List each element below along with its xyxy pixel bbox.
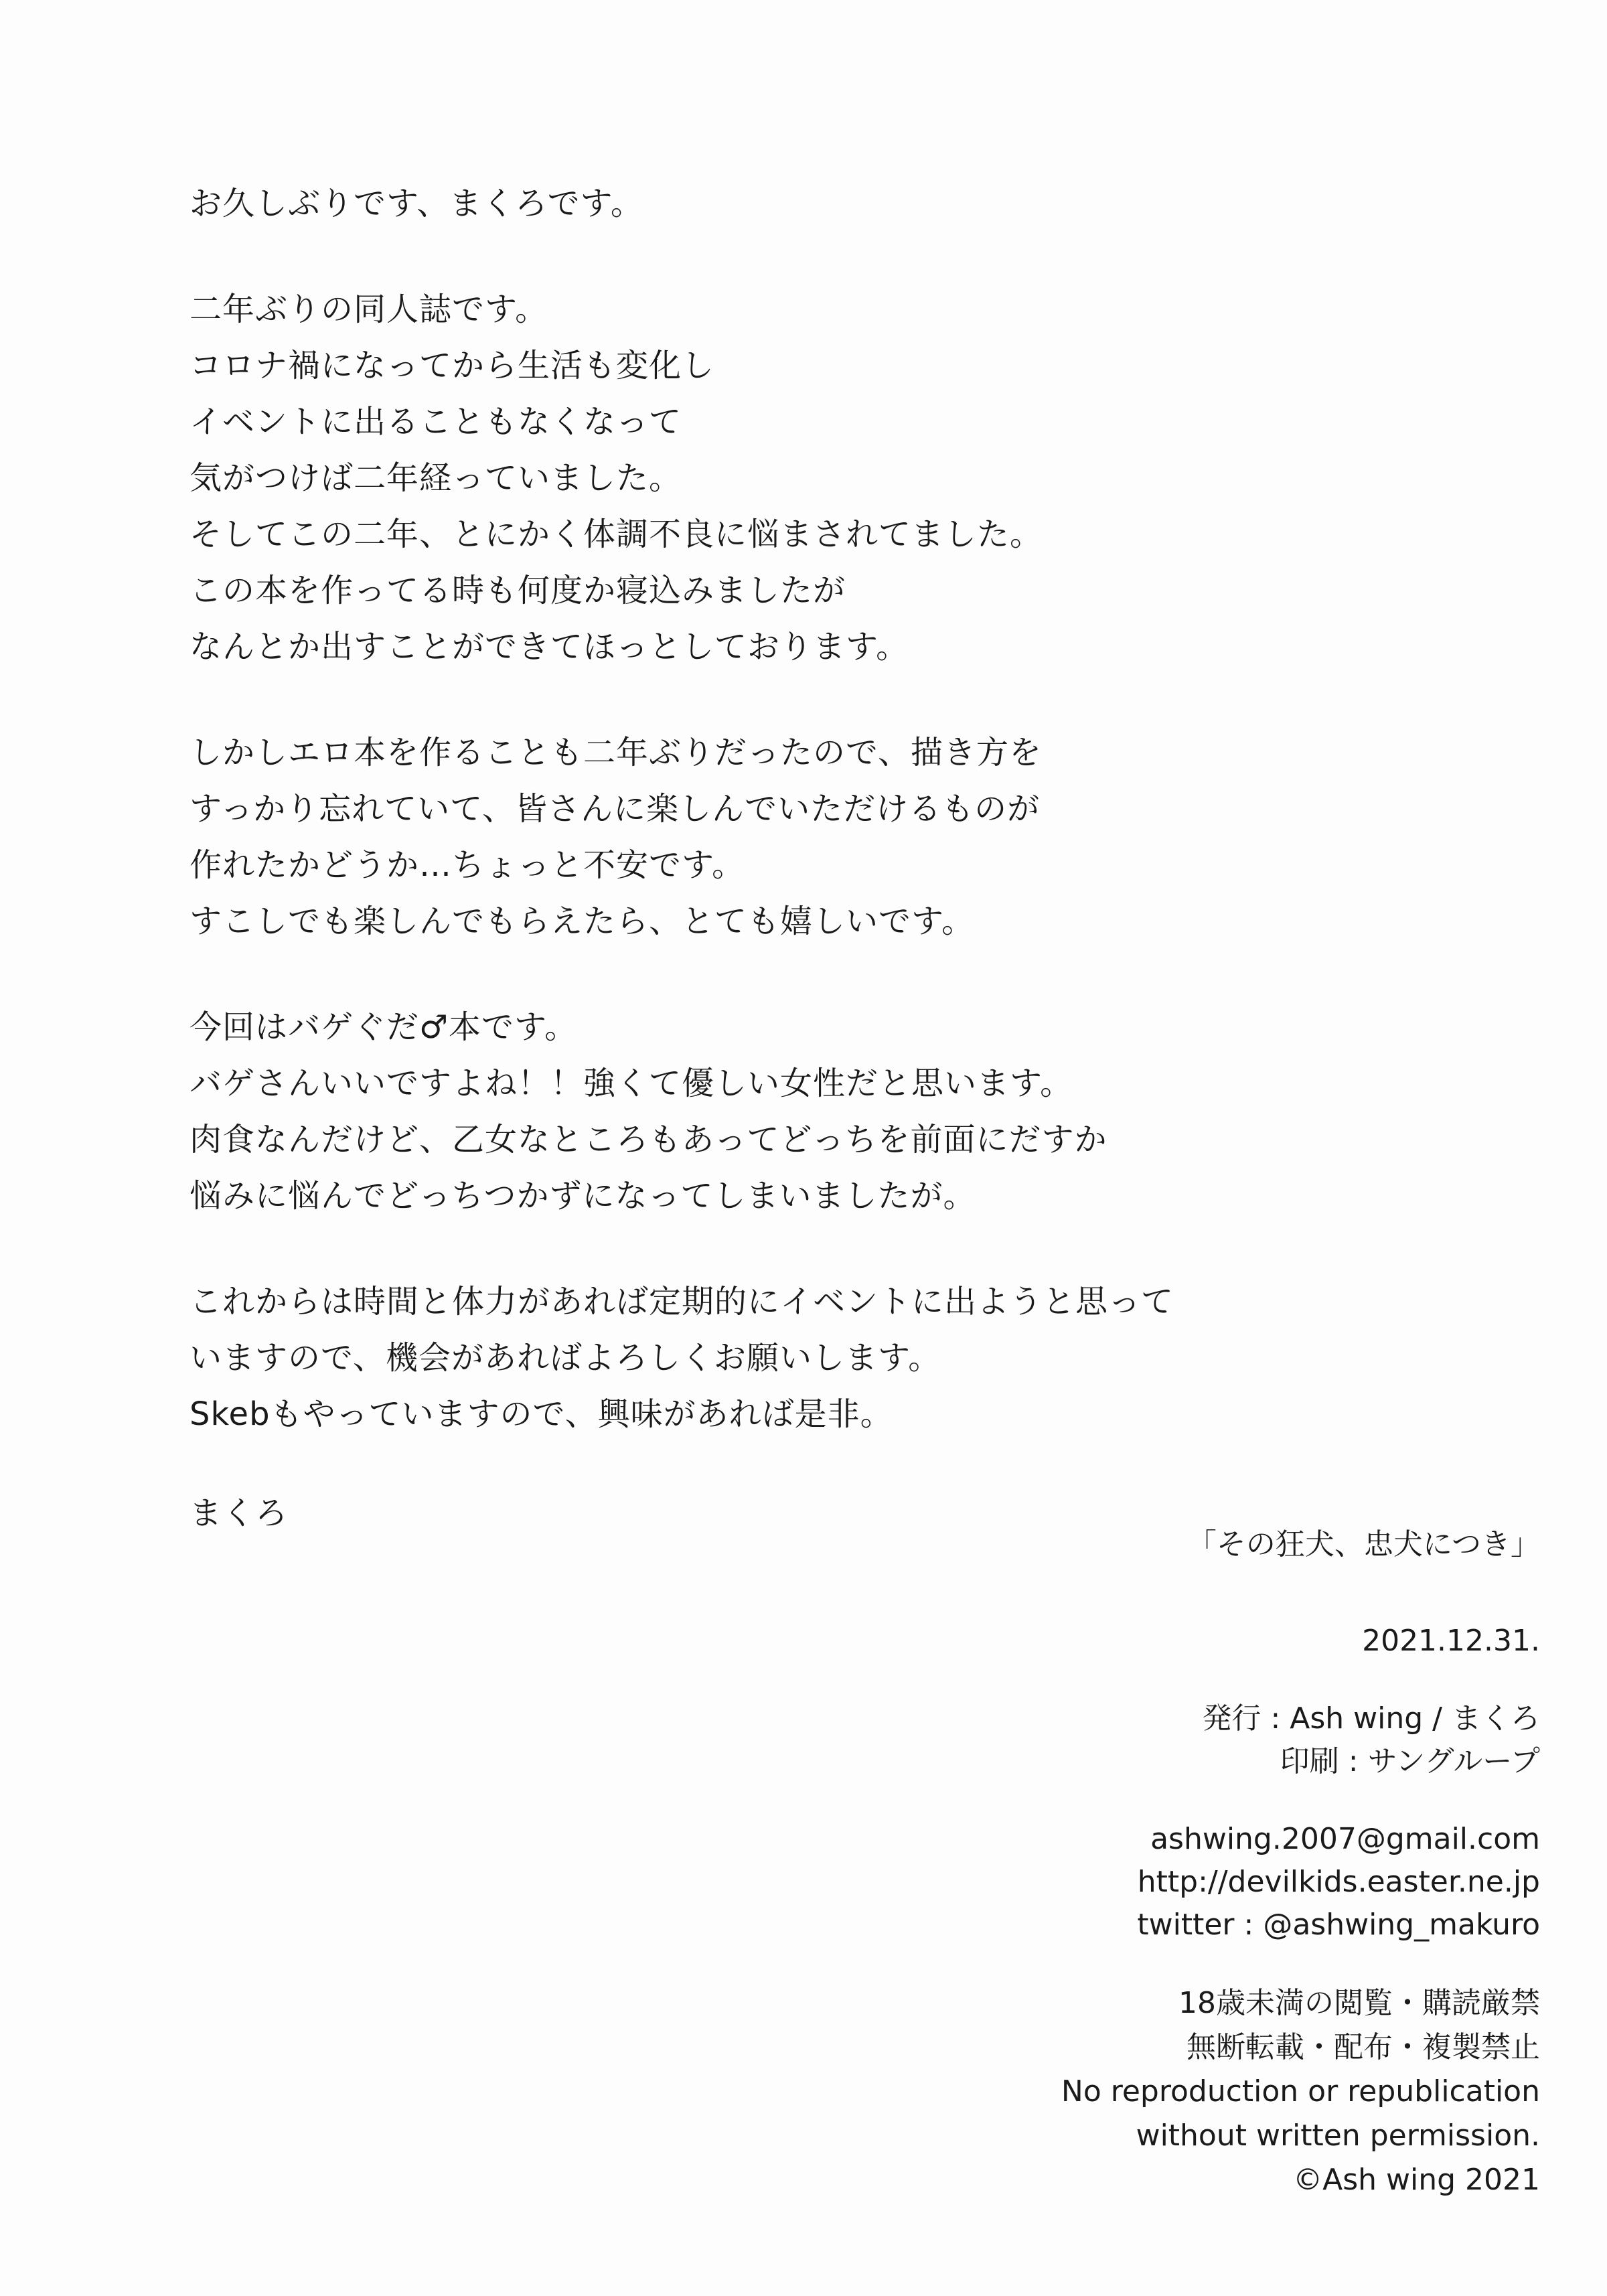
book-title: 「その狂犬、忠犬につき」 — [1187, 1527, 1540, 1561]
text-line: この本を作ってる時も何度か寝込みましたが — [189, 572, 846, 609]
text-line: 気がつけば二年経っていました。 — [189, 459, 682, 497]
notice-line: without written permission. — [1136, 2119, 1540, 2153]
afterword-body — [189, 175, 1462, 1492]
text-line: お久しぶりです、まくろです。 — [189, 185, 643, 222]
contact-twitter: twitter : @ashwing_makuro — [1137, 1908, 1540, 1942]
copyright-line: ©Ash wing 2021 — [1293, 2163, 1540, 2197]
text-line: しかしエロ本を作ることも二年ぶりだったので、描き方を — [189, 734, 1043, 771]
contact-website: http://devilkids.easter.ne.jp — [1137, 1865, 1540, 1899]
text-line: コロナ禍になってから生活も変化し — [189, 347, 715, 384]
publisher-line: 発行 : Ash wing / まくろ — [1202, 1701, 1540, 1736]
text-line: すっかり忘れていて、皆さんに楽しんでいただけるものが — [189, 790, 1041, 828]
notice-line: No reproduction or republication — [1061, 2074, 1540, 2109]
text-line: なんとか出すことができてほっとしております。 — [189, 628, 909, 666]
text-line: 作れたかどうか…ちょっと不安です。 — [189, 846, 745, 884]
paragraph-greeting — [189, 175, 1462, 232]
text-line: 肉食なんだけど、乙女なところもあってどっちを前面にだすか — [189, 1121, 1107, 1158]
contact-email: ashwing.2007@gmail.com — [1150, 1822, 1540, 1856]
text-line: イベントに出ることもなくなって — [189, 403, 682, 441]
text-line: すこしでも楽しんでもらえたら、とても嬉しいです。 — [189, 903, 975, 940]
text-line: これからは時間と体力があれば定期的にイベントに出ようと思って — [189, 1283, 1174, 1320]
paragraph-this-book — [189, 999, 1462, 1224]
text-line: そしてこの二年、とにかく体調不良に悩まされてました。 — [189, 516, 1043, 553]
text-line: 悩みに悩んでどっちつかずになってしまいましたが。 — [189, 1177, 976, 1215]
paragraph-two-years — [189, 281, 1462, 675]
printer-line: 印刷 : サングループ — [1280, 1744, 1540, 1778]
author-signature: まくろ — [189, 1495, 289, 1532]
text-line: バゲさんいいですよね！！強くて優しい女性だと思います。 — [189, 1065, 1073, 1102]
text-line: いますので、機会があればよろしくお願いします。 — [189, 1339, 941, 1377]
paragraph-worries — [189, 724, 1462, 949]
text-line: Skebもやっていますので、興味があれば是非。 — [189, 1395, 893, 1433]
colophon — [870, 1523, 1540, 2202]
text-line: 今回はバゲぐだ♂本です。 — [189, 1008, 578, 1046]
notice-line: 18歳未満の閲覧・購読厳禁 — [1178, 1986, 1540, 2020]
notice-line: 無断転載・配布・複製禁止 — [1187, 2030, 1540, 2064]
publication-date: 2021.12.31. — [1362, 1624, 1540, 1658]
paragraph-future — [189, 1274, 1462, 1442]
text-line: 二年ぶりの同人誌です。 — [189, 291, 548, 328]
